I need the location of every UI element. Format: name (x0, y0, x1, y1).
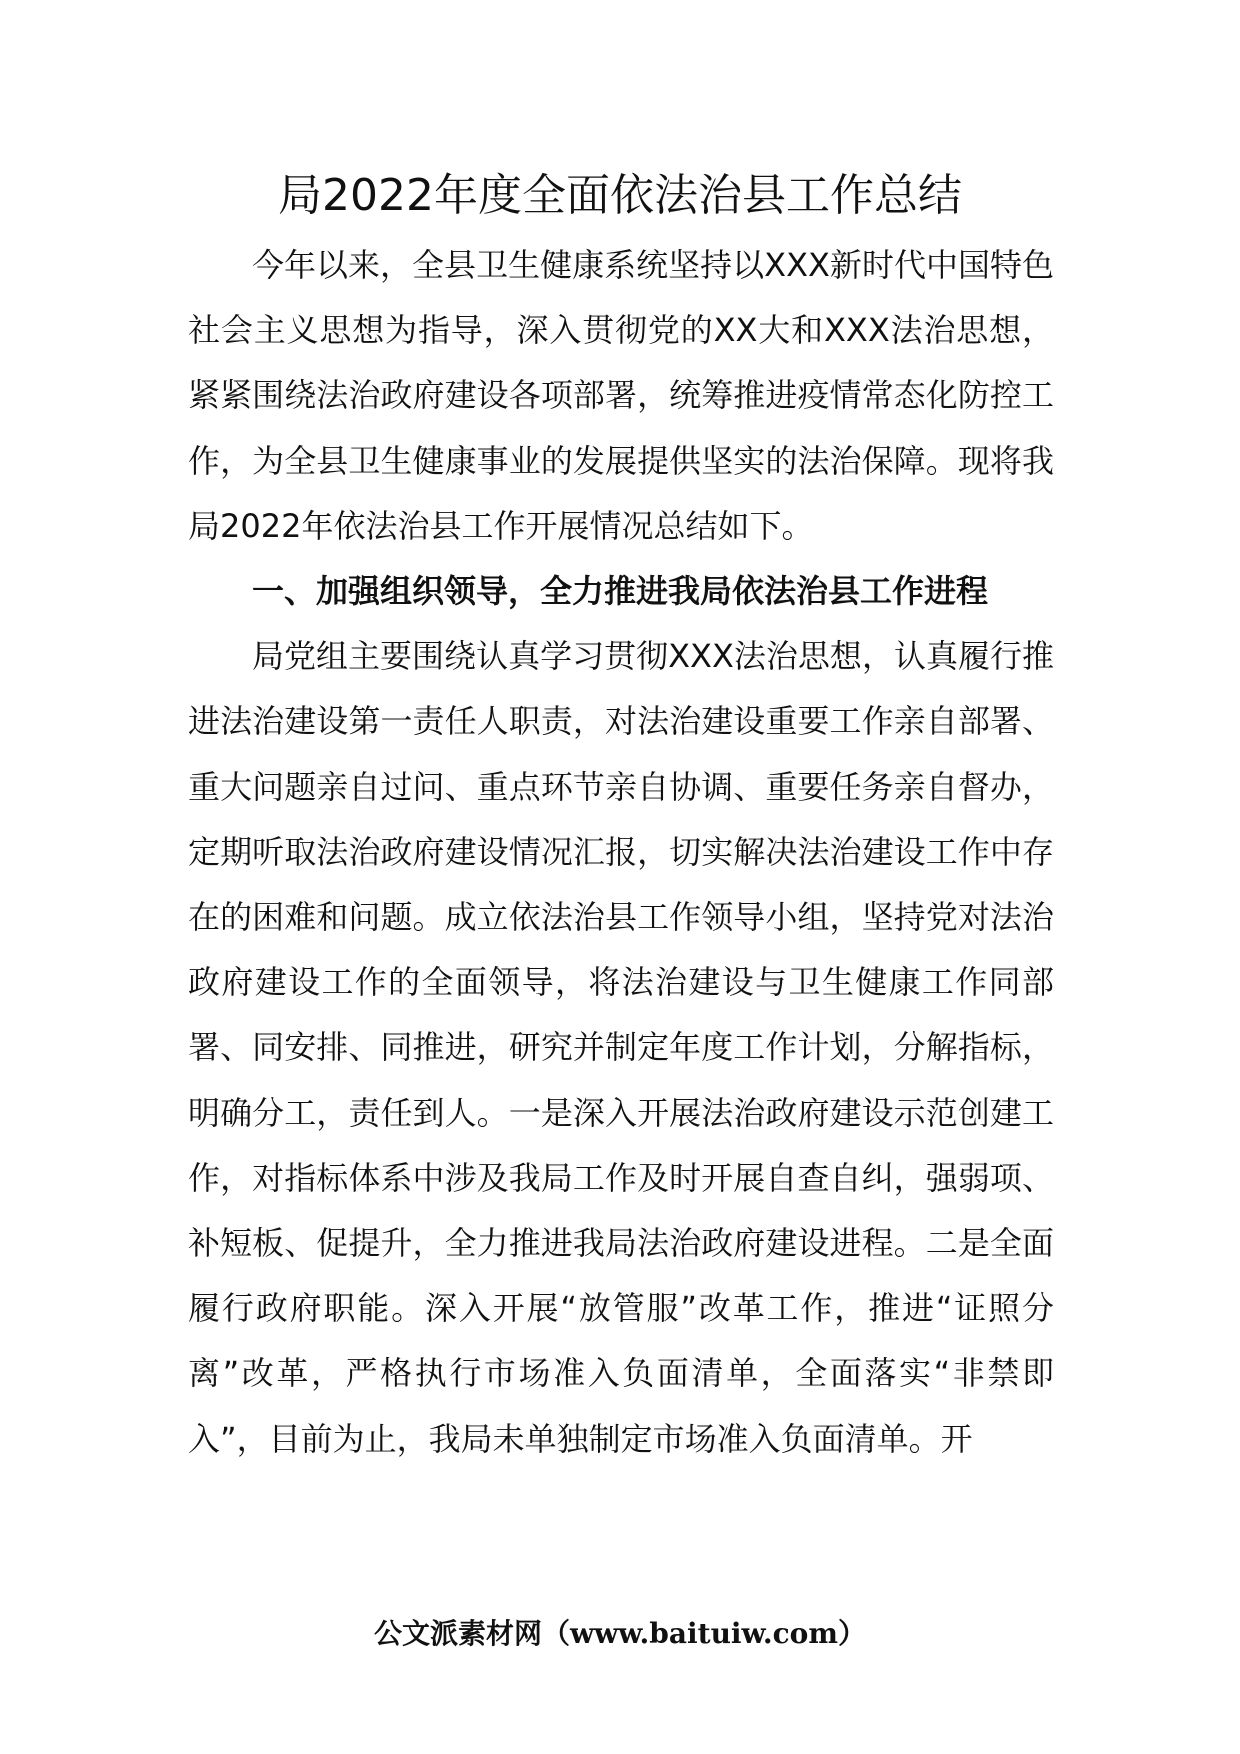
section-1-paragraph: 局党组主要围绕认真学习贯彻XXX法治思想，认真履行推进法治建设第一责任人职责，对法治建设重要工作亲自部署、重大问题亲自过问、重点环节亲自协调、重要任务亲自督办，定期听取法治政府建设情况汇报，切实解决法治建设工作中存在的困难和问题。成立依法治县工作领导小组，坚持党对法治政府建设工作的全面领导，将法治建设与卫生健康工作同部署、同安排、同推进，研究并制定年度工作计划，分解指标，明确分工，责任到人。一是深入开展法治政府建设示范创建工作，对指标体系中涉及我局工作及时开展自查自纠，强弱项、补短板、促提升，全力推进我局法治政府建设进程。二是全面履行政府职能。深入开展“放管服”改革工作，推进“证照分离”改革，严格执行市场准入负面清单，全面落实“非禁即入”，目前为止，我局未单独制定市场准入负面清单。开 (188, 637, 1054, 1458)
footer-watermark-text: 公文派素材网（www.baituiw.com） (374, 1617, 866, 1650)
document-title: 局2022年度全面依法治县工作总结 (278, 170, 962, 221)
document-body (188, 233, 1054, 1472)
section-heading-1: 一、加强组织领导，全力推进我局依法治县工作进程 (252, 572, 989, 611)
intro-paragraph: 今年以来，全县卫生健康系统坚持以XXX新时代中国特色社会主义思想为指导，深入贯彻党的XX大和XXX法治思想，紧紧围绕法治政府建设各项部署，统筹推进疫情常态化防控工作，为全县卫生健康事业的发展提供坚实的法治保障。现将我局2022年依法治县工作开展情况总结如下。 (188, 246, 1054, 545)
